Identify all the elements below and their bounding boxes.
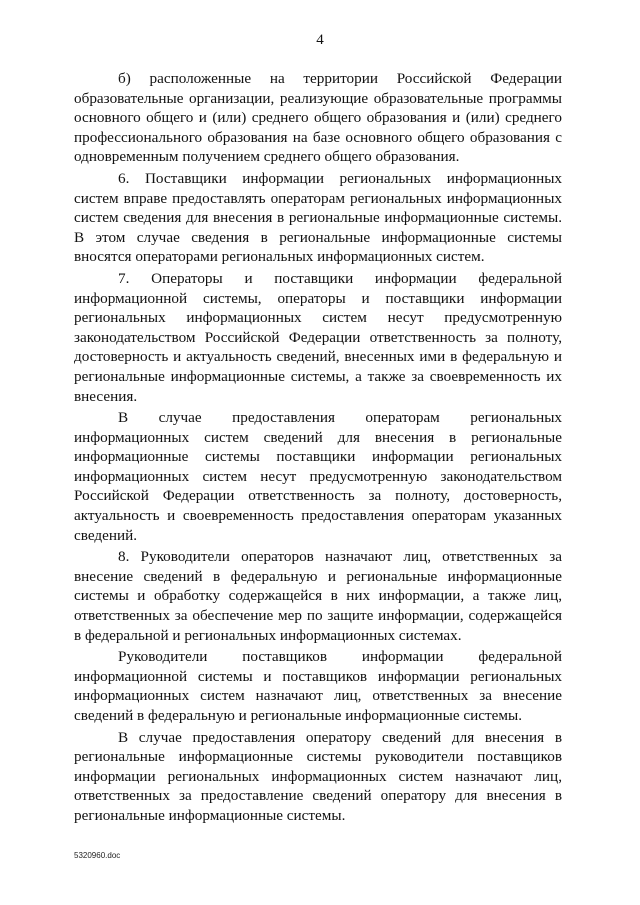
paragraph-7-regional-suppliers: В случае предоставления операторам региональных информационных систем сведений для внесения в региональные информационные системы поставщики информации региональных информационных систем несут предусмотренную законодательством Российской Федерации ответственность за полноту, достоверность, актуальность и своевременность предоставления операторам указанных сведений.	[74, 409, 562, 544]
footer-doc-id: 5320960.doc	[74, 851, 121, 860]
paragraph-8-operator-heads: 8. Руководители операторов назначают лиц, ответственных за внесение сведений в федеральную и региональные информационные системы и обработку содержащейся в них информации, а также лиц, ответственных за обеспечение мер по защите информации, содержащейся в федеральной и региональных информационных системах.	[74, 548, 562, 644]
paragraph-8-supplier-heads: Руководители поставщиков информации федеральной информационной системы и поставщиков информации региональных информационных систем назначают лиц, ответственных за внесение сведений в федеральную и региональные информационные системы.	[74, 648, 562, 724]
paragraph-b-educational-organizations: б) расположенные на территории Российской Федерации образовательные организации, реализующие образовательные программы основного общего и (или) среднего общего образования и (или) среднего профессионального образования на базе основного общего образования с одновременным получением среднего общего образования.	[74, 70, 562, 166]
page-number: 4	[316, 32, 324, 48]
document-body	[74, 69, 562, 828]
paragraph-8-regional-provision: В случае предоставления оператору сведений для внесения в региональные информационные системы руководители поставщиков информации региональных информационных систем назначают лиц, ответственных за предоставление сведений оператору для внесения в региональные информационные системы.	[74, 728, 562, 824]
paragraph-6-suppliers: 6. Поставщики информации региональных информационных систем вправе предоставлять операторам региональных информационных систем сведения для внесения в региональные информационные системы. В этом случае сведения в региональные информационные системы вносятся операторами региональных информационных систем.	[74, 169, 562, 266]
paragraph-7-responsibility: 7. Операторы и поставщики информации федеральной информационной системы, операторы и поставщики информации региональных информационных систем несут предусмотренную законодательством Российской Федерации ответственность за полноту, достоверность и актуальность сведений, внесенных ими в федеральную и региональные информационные системы, а также за своевременность их внесения.	[74, 269, 562, 405]
